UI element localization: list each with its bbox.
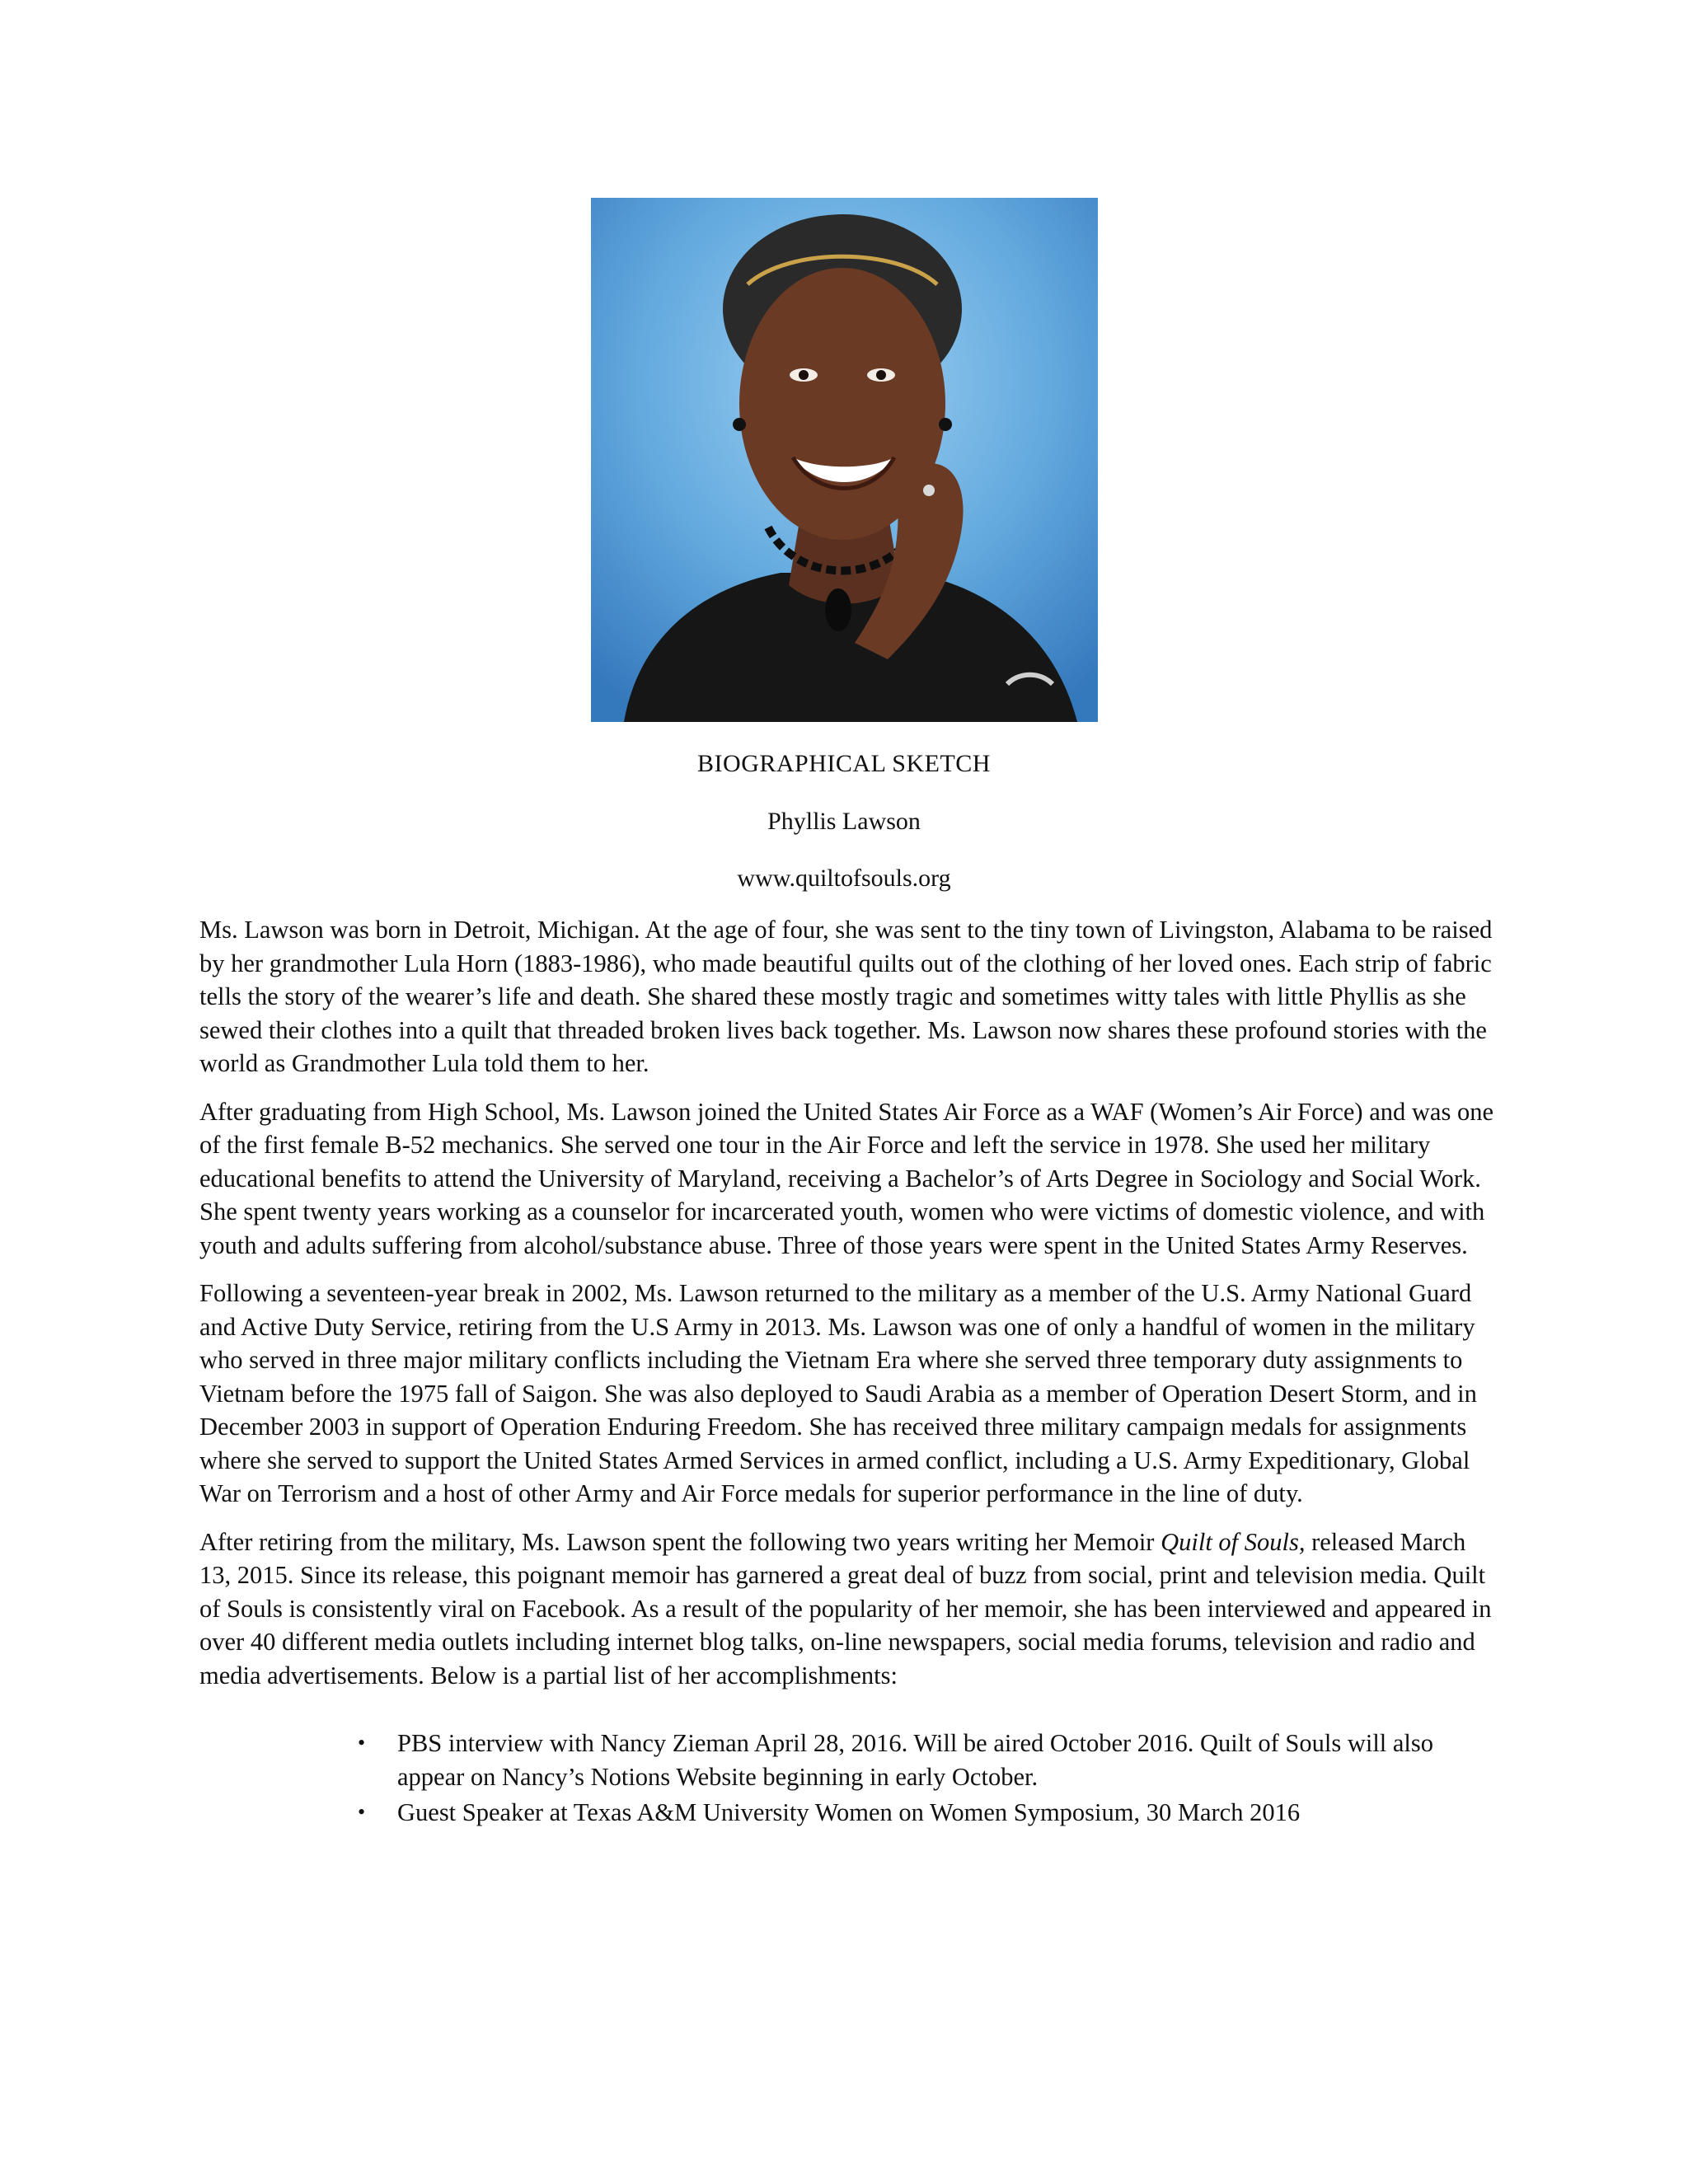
accomplishments-list xyxy=(199,1727,1502,1830)
biography-body xyxy=(199,913,1502,1832)
paragraph-army-service: Following a seventeen-year break in 2002, Ms. Lawson returned to the military as a member of the U.S. Army National Guard and Active Duty Service, retiring from the U.S Army in 2013. Ms. Lawson was one of only a handful of women in the military who served in three major military conflicts including the Vietnam Era where she served three temporary duty assignments to Vietnam before the 1975 fall of Saigon. She was also deployed to Saudi Arabia as a member of Operation Desert Storm, and in December 2003 in support of Operation Enduring Freedom. She has received three military campaign medals for assignments where she served to support the United States Armed Services in armed conflict, including a U.S. Army Expeditionary, Global War on Terrorism and a host of other Army and Air Force medals for superior performance in the line of duty. xyxy=(199,1279,1477,1507)
portrait-photo xyxy=(591,198,1098,722)
bullet-icon: • xyxy=(358,1800,366,1824)
paragraph-early-life: Ms. Lawson was born in Detroit, Michigan. At the age of four, she was sent to the tiny town of Livingston, Alabama to be raised by her grandmother Lula Horn (1883-1986), who made beautiful quilts out of the clothing of her loved ones. Each strip of fabric tells the story of the wearer’s life and death. She shared these mostly tragic and sometimes witty tales with little Phyllis as she sewed their clothes into a quilt that threaded broken lives back together. Ms. Lawson now shares these profound stories with the world as Grandmother Lula told them to her. xyxy=(199,916,1493,1077)
paragraph-memoir xyxy=(199,1526,1502,1693)
memoir-text-after: released March 13, 2015. Since its release, this poignant memoir has garnered a great deal of buzz from social, print and television media. Quilt of Souls is consistently viral on Facebook. As a result of the popularity of her memoir, she has been interviewed and appeared in over 40 different media outlets including internet blog talks, on-line newspapers, social media forums, television and radio and media advertisements. Below is a partial list of her accomplishments: xyxy=(199,1527,1492,1690)
portrait-illustration xyxy=(591,198,1098,722)
website-link[interactable]: www.quiltofsouls.org xyxy=(737,865,951,892)
paragraph-air-force: After graduating from High School, Ms. Lawson joined the United States Air Force as a WAF (Women’s Air Force) and was one of the first female B-52 mechanics. She served one tour in the Air Force and left the service in 1978. She used her military educational benefits to attend the University of Maryland, receiving a Bachelor’s of Arts Degree in Sociology and Social Work. She spent twenty years working as a counselor for incarcerated youth, women who were victims of domestic violence, and with youth and adults suffering from alcohol/substance abuse. Three of those years were spent in the United States Army Reserves. xyxy=(199,1097,1493,1259)
list-item xyxy=(358,1796,1502,1830)
document-title: BIOGRAPHICAL SKETCH xyxy=(697,750,991,777)
list-item-text: Guest Speaker at Texas A&M University Women on Women Symposium, 30 March 2016 xyxy=(397,1798,1301,1826)
memoir-title: Quilt of Souls, xyxy=(1160,1527,1306,1556)
list-item xyxy=(358,1727,1502,1793)
memoir-text-before: After retiring from the military, Ms. Lawson spent the following two years writing her Memoir xyxy=(199,1527,1161,1556)
author-name: Phyllis Lawson xyxy=(767,808,921,835)
list-item-text: PBS interview with Nancy Zieman April 28, 2016. Will be aired October 2016. Quilt of Souls will also appear on Nancy’s Notions Website beginning in early October. xyxy=(397,1729,1434,1791)
bullet-icon: • xyxy=(358,1731,366,1755)
